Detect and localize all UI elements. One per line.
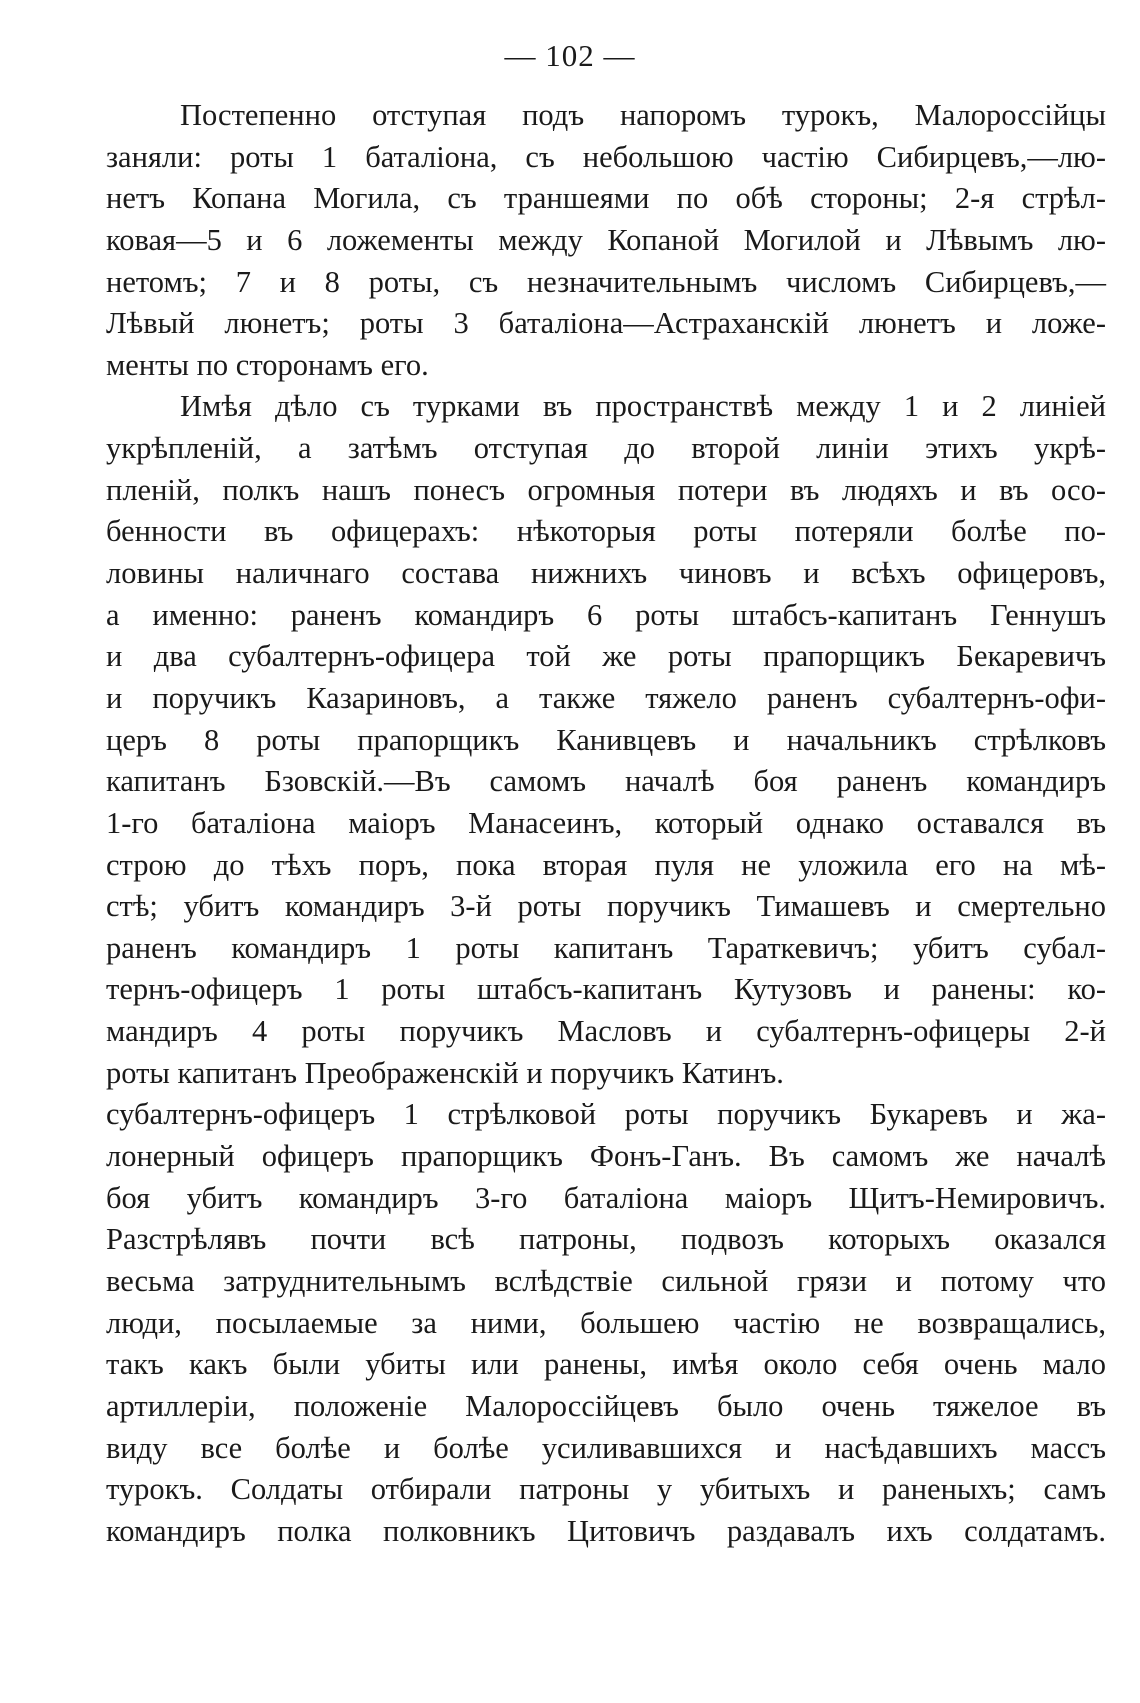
text-line: боя убитъ командиръ 3-го баталіона маіоръ Щитъ-Немировичъ. — [106, 1180, 1106, 1215]
text-line: виду все болѣе и болѣе усиливавшихся и насѣдавшихъ массъ — [106, 1430, 1106, 1465]
text-line: Постепенно отступая подъ напоромъ турокъ, Малороссійцы — [180, 98, 1106, 132]
text-line: а именно: раненъ командиръ 6 роты штабсъ-капитанъ Геннушъ — [106, 597, 1106, 632]
text-line: Имѣя дѣло съ турками въ пространствѣ между 1 и 2 линіей — [180, 389, 1106, 424]
text-line: турокъ. Солдаты отбирали патроны у убитыхъ и раненыхъ; самъ — [106, 1472, 1106, 1507]
text-line: укрѣпленій, а затѣмъ отступая до второй линіи этихъ укрѣ- — [106, 431, 1106, 466]
text-line: весьма затруднительнымъ вслѣдствіе сильной грязи и потому что — [106, 1263, 1106, 1298]
text-line: капитанъ Бзовскій.—Въ самомъ началѣ боя раненъ командиръ — [106, 764, 1106, 799]
text-line: и два субалтернъ-офицера той же роты прапорщикъ Бекаревичъ — [106, 639, 1106, 674]
text-line: лонерный офицеръ прапорщикъ Фонъ-Ганъ. Въ самомъ же началѣ — [106, 1139, 1106, 1174]
text-line: нетомъ; 7 и 8 роты, съ незначительнымъ числомъ Сибирцевъ,— — [106, 264, 1106, 299]
text-line: Разстрѣлявъ почти всѣ патроны, подвозъ которыхъ оказался — [106, 1222, 1106, 1257]
text-line: заняли: роты 1 баталіона, съ небольшою частію Сибирцевъ,—лю- — [106, 139, 1106, 174]
text-line: роты капитанъ Преображенскій и поручикъ Катинъ. — [106, 1055, 784, 1090]
text-line: люди, посылаемые за ними, большею частію не возвращались, — [106, 1305, 1106, 1340]
text-line: раненъ командиръ 1 роты капитанъ Тараткевичъ; убитъ субал- — [106, 930, 1106, 965]
text-line: командиръ полка полковникъ Цитовичъ раздавалъ ихъ солдатамъ. — [106, 1513, 1106, 1548]
body-text — [106, 95, 1106, 1552]
text-line: Лѣвый люнетъ; роты 3 баталіона—Астраханскій люнетъ и ложе- — [106, 306, 1106, 341]
text-line: мандиръ 4 роты поручикъ Масловъ и субалтернъ-офицеры 2-й — [106, 1014, 1106, 1049]
text-line: тернъ-офицеръ 1 роты штабсъ-капитанъ Кутузовъ и ранены: ко- — [106, 972, 1106, 1007]
text-line: артиллеріи, положеніе Малороссійцевъ было очень тяжелое въ — [106, 1388, 1106, 1423]
text-line: бенности въ офицерахъ: нѣкоторыя роты потеряли болѣе по- — [106, 514, 1106, 549]
text-line: стѣ; убитъ командиръ 3-й роты поручикъ Тимашевъ и смертельно — [106, 889, 1106, 924]
text-line: ковая—5 и 6 ложементы между Копаной Могилой и Лѣвымъ лю- — [106, 222, 1106, 257]
text-line: строю до тѣхъ поръ, пока вторая пуля не уложила его на мѣ- — [106, 847, 1106, 882]
text-line: ловины наличнаго состава нижнихъ чиновъ и всѣхъ офицеровъ, — [106, 556, 1106, 591]
text-line: и поручикъ Казариновъ, а также тяжело раненъ субалтернъ-офи- — [106, 680, 1106, 715]
text-line: такъ какъ были убиты или ранены, имѣя около себя очень мало — [106, 1347, 1106, 1382]
text-line: 1-го баталіона маіоръ Манасеинъ, который однако оставался въ — [106, 805, 1106, 840]
page-number: — 102 — — [504, 38, 636, 73]
text-line: пленій, полкъ нашъ понесъ огромныя потери въ людяхъ и въ осо- — [106, 472, 1106, 507]
text-line: субалтернъ-офицеръ 1 стрѣлковой роты поручикъ Букаревъ и жа- — [106, 1097, 1106, 1132]
text-line: церъ 8 роты прапорщикъ Канивцевъ и начальникъ стрѣлковъ — [106, 722, 1106, 757]
text-line: менты по сторонамъ его. — [106, 347, 429, 382]
text-line: нетъ Копана Могила, съ траншеями по обѣ стороны; 2-я стрѣл- — [106, 181, 1106, 216]
